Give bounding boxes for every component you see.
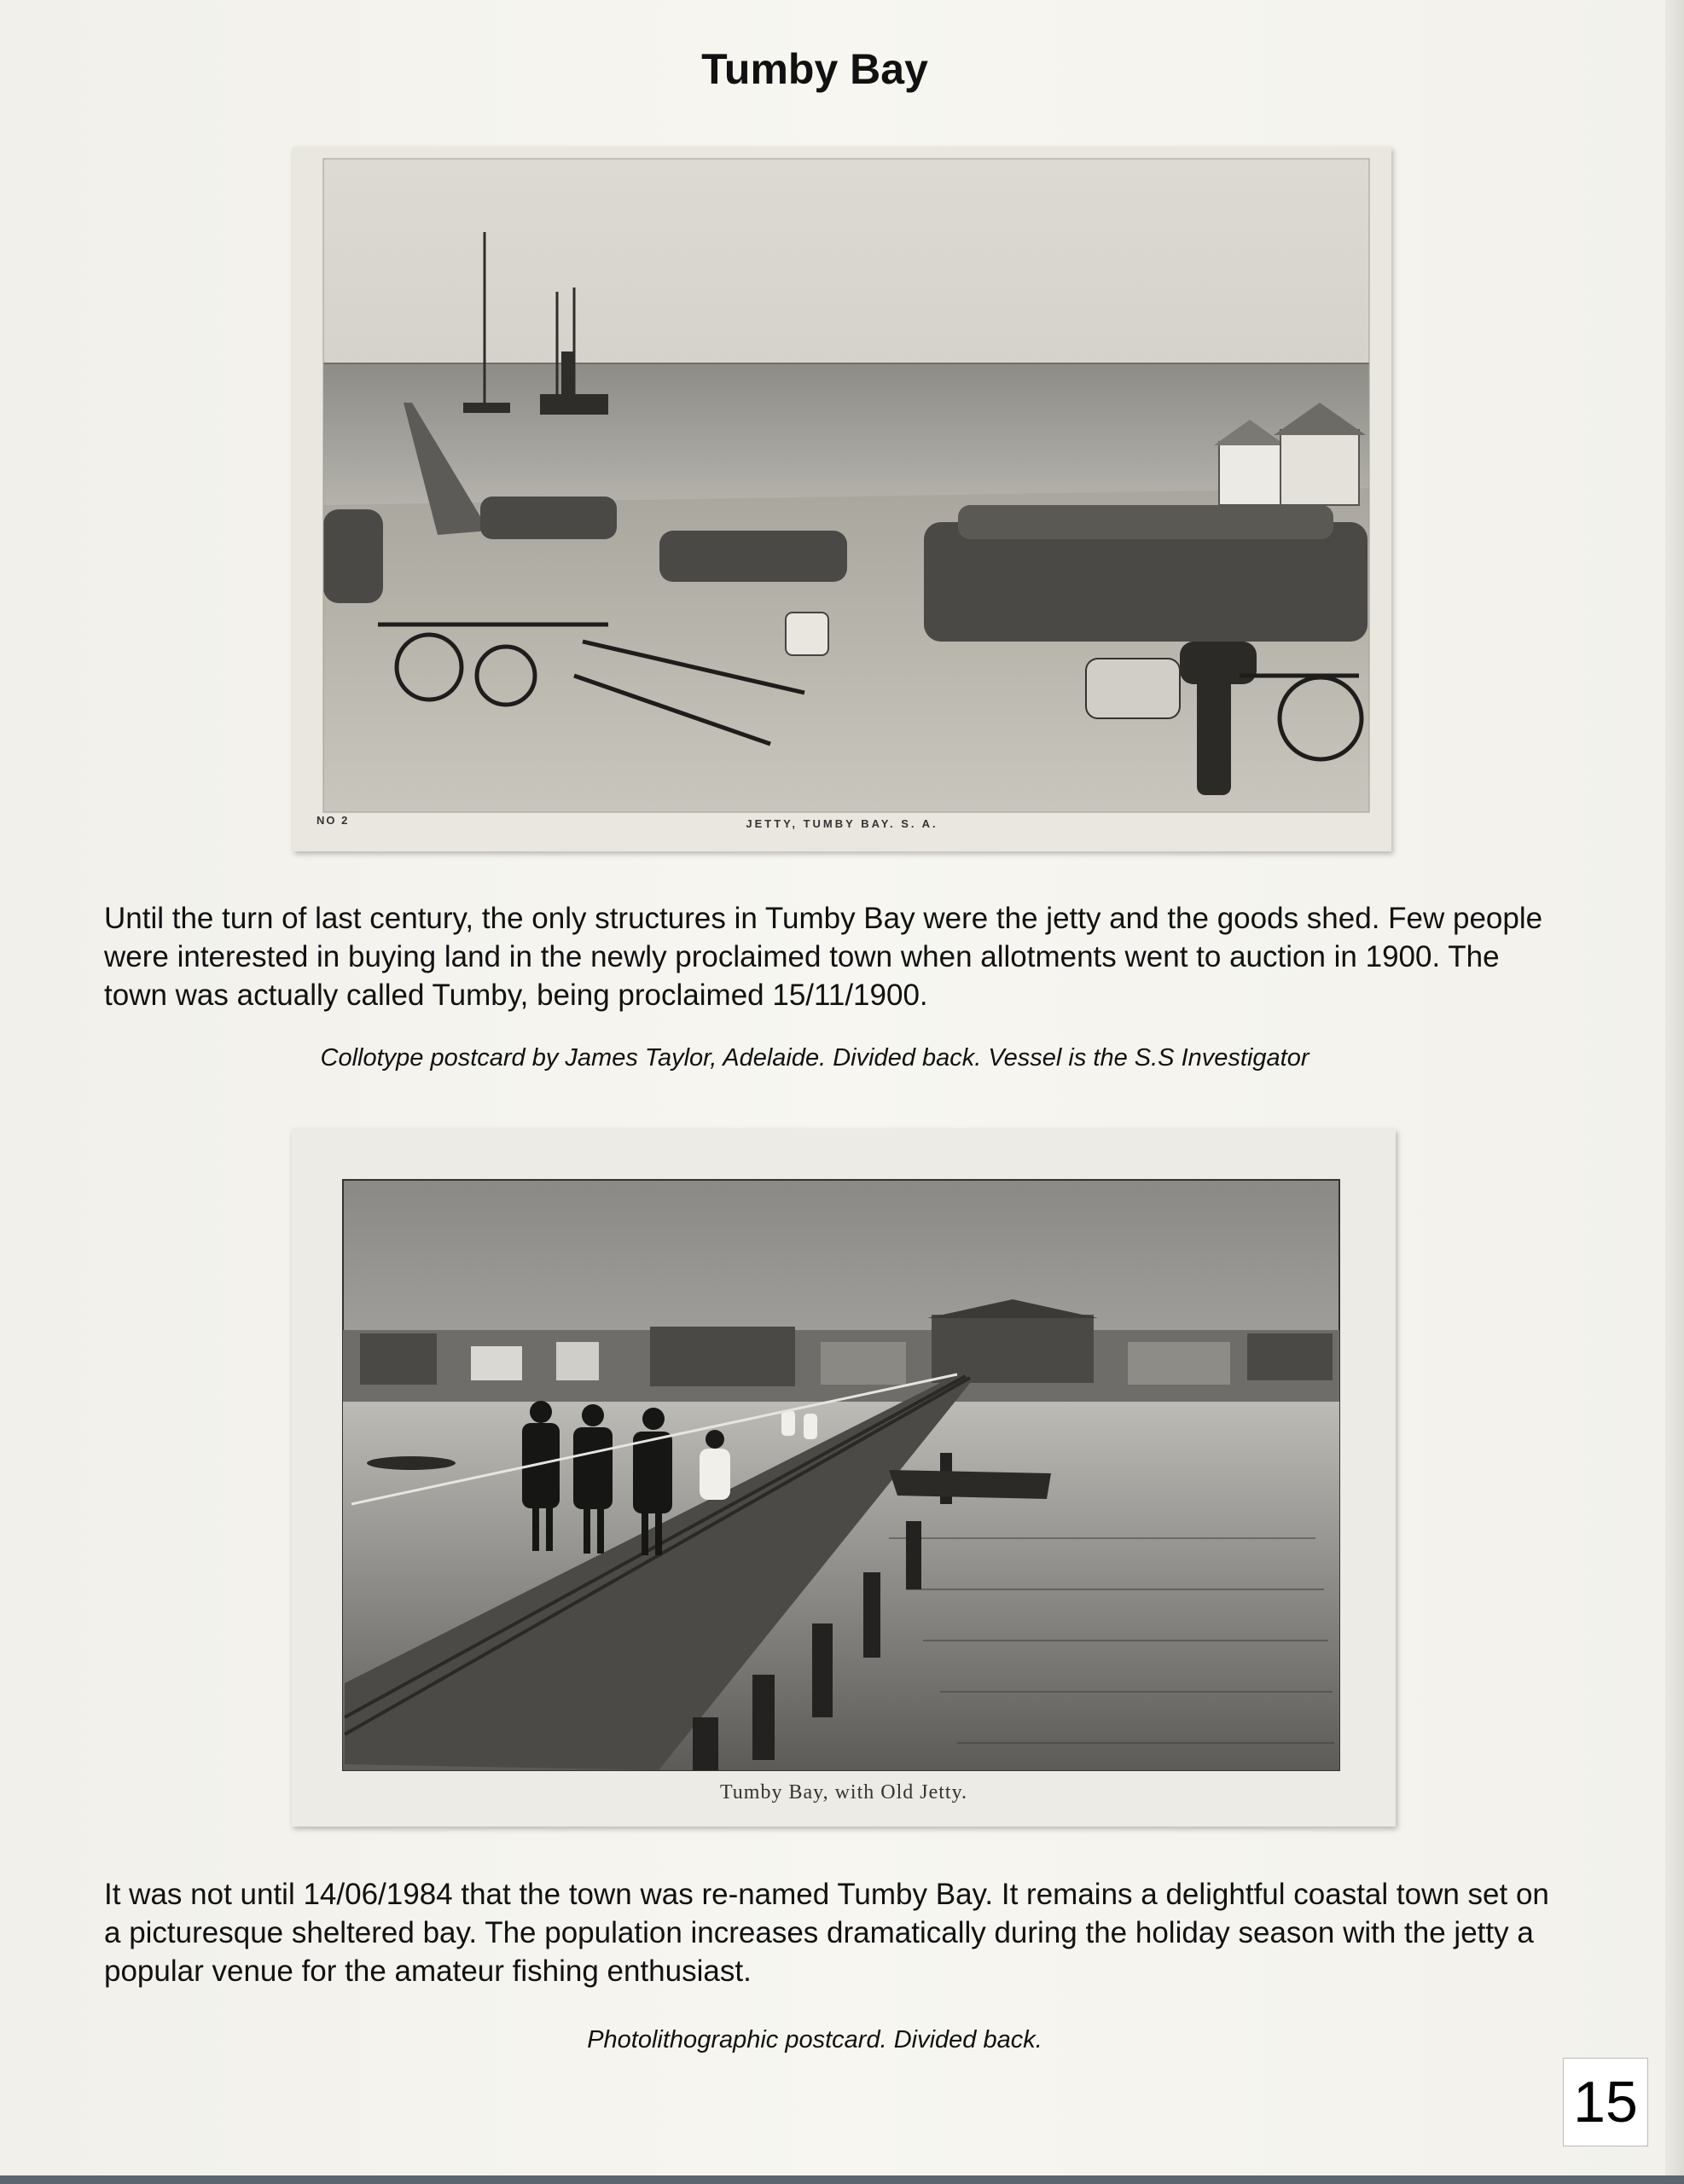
postcard-1-illustration — [293, 147, 1391, 851]
page-number-box: 15 — [1563, 2058, 1648, 2146]
paragraph-history: Until the turn of last century, the only structures in Tumby Bay were the jetty and the goods shed. Few people were interested in buying land in the newly proclaimed town when allotments went to auction in 1900. The town was actually called Tumby, being proclaimed 15/11/1900. — [104, 902, 1543, 1012]
scanner-bottom-edge — [0, 2175, 1684, 2184]
paragraph-renaming: It was not until 14/06/1984 that the town was re-named Tumby Bay. It remains a delightful coastal town set on a picturesque sheltered bay. The population increases dramatically during the holiday season with the jetty a popular venue for the amateur fishing enthusiast. — [104, 1878, 1549, 1988]
postcard-1-number: NO 2 — [316, 814, 350, 827]
postcard-old-jetty — [292, 1129, 1396, 1827]
postcard-1-note: Collotype postcard by James Taylor, Adelaide. Divided back. Vessel is the S.S Investigator — [320, 1044, 1309, 1072]
postcard-2-note: Photolithographic postcard. Divided back. — [587, 2026, 1042, 2053]
postcard-2-caption: Tumby Bay, with Old Jetty. — [719, 1781, 968, 1804]
page-edge — [1665, 0, 1684, 2184]
postcard-jetty-photo — [293, 147, 1391, 851]
postcard-1-caption: JETTY, TUMBY BAY. S. A. — [746, 817, 938, 830]
page-title: Tumby Bay — [701, 45, 928, 93]
postcard-2-illustration — [292, 1129, 1396, 1827]
